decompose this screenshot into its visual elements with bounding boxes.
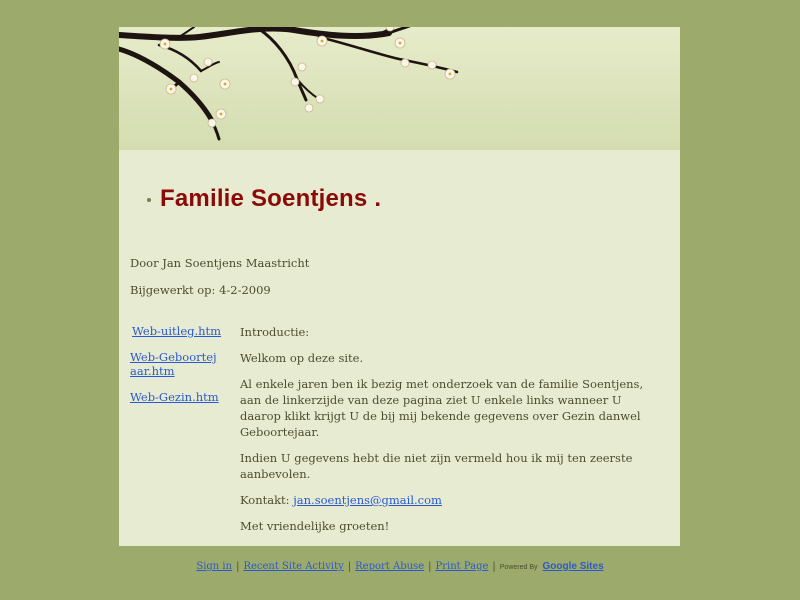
sidebar-link-web-gezin[interactable]: Web-Gezin.htm bbox=[130, 390, 219, 404]
sign-in-link[interactable]: Sign in bbox=[196, 561, 233, 572]
sidebar-link-web-uitleg[interactable]: Web-uitleg.htm bbox=[132, 324, 222, 338]
footer-separator: | bbox=[428, 561, 432, 572]
bullet-icon bbox=[147, 198, 151, 202]
body-text: Al enkele jaren ben ik bezig met onderzoek van de familie Soentjens, aan de linkerzijde van deze pagina ziet U enkele links wanneer U daarop klikt krijgt U de bij mij bekende gegevens over Gezin danwel Geboortejaar. bbox=[240, 377, 644, 439]
content-heading: Introductie: bbox=[240, 325, 310, 339]
contact-label: Kontakt: bbox=[240, 493, 290, 507]
sidebar-link-web-geboortejaar[interactable]: Web-Geboortejaar.htm bbox=[130, 350, 217, 378]
request-text: Indien U gegevens hebt die niet zijn vermeld hou ik mij ten zeerste aanbevolen. bbox=[240, 451, 633, 481]
updated-date: Bijgewerkt op: 4-2-2009 bbox=[130, 283, 271, 297]
cherry-blossom-branch-illustration bbox=[119, 27, 680, 150]
google-sites-link[interactable]: Google Sites bbox=[542, 561, 604, 572]
welcome-text: Welkom op deze site. bbox=[240, 351, 364, 365]
footer bbox=[0, 561, 800, 572]
header-banner bbox=[119, 27, 680, 150]
closing-text: Met vriendelijke groeten! bbox=[240, 519, 390, 533]
report-abuse-link[interactable]: Report Abuse bbox=[355, 561, 425, 572]
powered-by-text: Powered By bbox=[499, 564, 538, 571]
site-title-row bbox=[147, 185, 381, 213]
footer-separator: | bbox=[492, 561, 496, 572]
sidebar-links bbox=[130, 324, 230, 416]
recent-site-activity-link[interactable]: Recent Site Activity bbox=[243, 561, 344, 572]
site-title: Familie Soentjens . bbox=[160, 185, 382, 212]
page-container bbox=[119, 27, 680, 546]
footer-separator: | bbox=[347, 561, 352, 572]
print-page-link[interactable]: Print Page bbox=[435, 561, 489, 572]
main-content bbox=[240, 324, 660, 544]
contact-email-link[interactable]: jan.soentjens@gmail.com bbox=[293, 493, 442, 507]
contact-line bbox=[240, 492, 660, 508]
author-line: Door Jan Soentjens Maastricht bbox=[130, 256, 310, 270]
footer-separator: | bbox=[236, 561, 240, 572]
